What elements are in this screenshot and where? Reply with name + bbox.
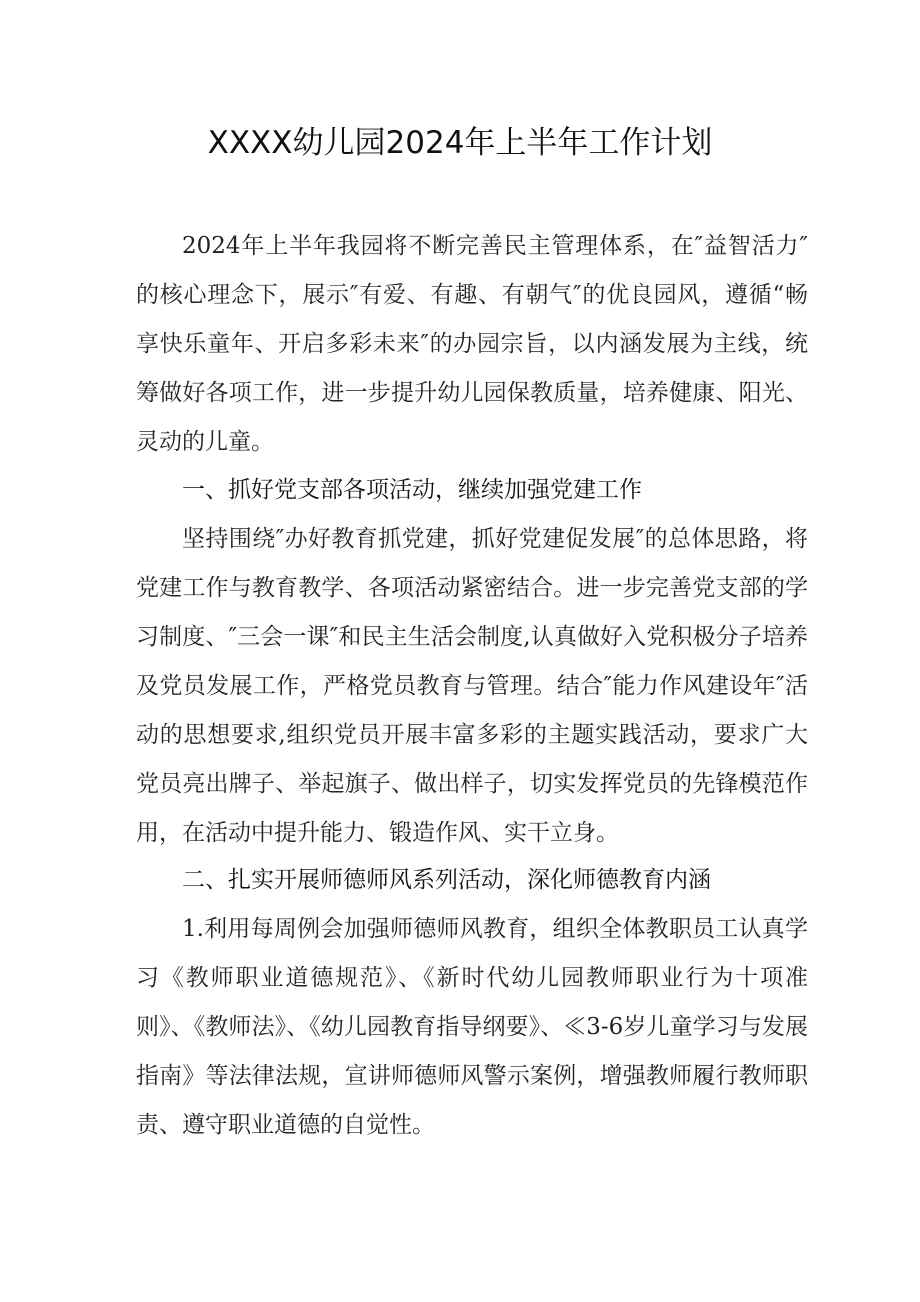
section-heading-2: 二、扎实开展师德师风系列活动，深化师德教育内涵 — [182, 867, 711, 893]
intro-paragraph: 2024年上半年我园将不断完善民主管理体系，在″益智活力″的核心理念下，展示″有爱、有趣、有朝气″的优良园风，遵循“畅享快乐童年、开启多彩未来″的办园宗旨，以内涵发展为主线，统筹做好各项工作，进一步提升幼儿园保教质量，培养健康、阳光、灵动的儿童。 — [136, 233, 808, 455]
section-paragraph-2: 1.利用每周例会加强师德师风教育，组织全体教职员工认真学习《教师职业道德规范》、《新时代幼儿园教师职业行为十项准则》、《教师法》、《幼儿园教育指导纲要》、≪3-6岁儿童学习与发展指南》等法律法规，宣讲师德师风警示案例，增强教师履行教师职责、遵守职业道德的自觉性。 — [136, 916, 808, 1138]
section-heading-1: 一、抓好党支部各项活动，继续加强党建工作 — [182, 477, 642, 503]
section-paragraph-1: 坚持围绕″办好教育抓党建，抓好党建促发展″的总体思路，将党建工作与教育教学、各项活动紧密结合。进一步完善党支部的学习制度、″三会一课″和民主生活会制度,认真做好入党积极分子培养及党员发展工作，严格党员教育与管理。结合″能力作风建设年″活动的思想要求,组织党员开展丰富多彩的主题实践活动，要求广大党员亮出牌子、举起旗子、做出样子，切实发挥党员的先锋模范作用，在活动中提升能力、锻造作风、实干立身。 — [136, 526, 808, 846]
document-title: XXXX幼儿园2024年上半年工作计划 — [207, 125, 713, 161]
